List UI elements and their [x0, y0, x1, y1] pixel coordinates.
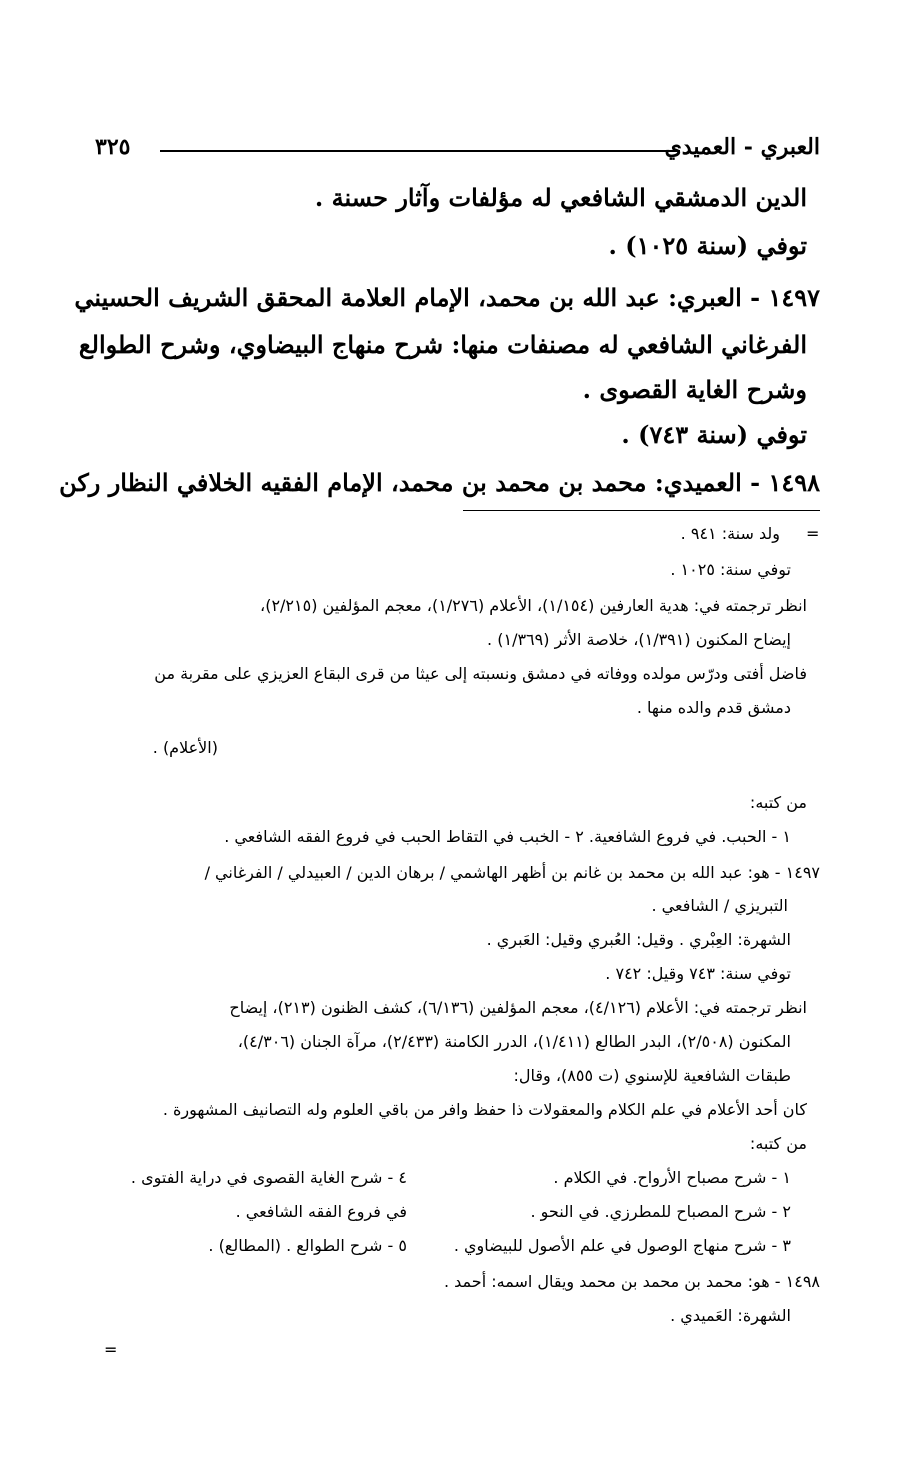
footnote-line-11: التبريزي / الشافعي .	[651, 896, 788, 915]
footnote-line-4: إيضاح المكنون (١/٣٩١)، خلاصة الأثر (١/٣٦٩) .	[487, 630, 791, 649]
footnote-separator	[463, 510, 820, 511]
header-rule	[160, 150, 680, 152]
main-line-5: وشرح الغاية القصوى .	[582, 375, 807, 404]
footnote-line-14: انظر ترجمته في: الأعلام (٤/١٢٦)، معجم المؤلفين (٦/١٣٦)، كشف الظنون (٢١٣)، إيضاح	[229, 998, 807, 1017]
main-line-6: توفي (سنة ٧٤٣) .	[621, 420, 807, 449]
book-list-item: ٢ - شرح المصباح للمطرزي. في النحو .	[530, 1202, 791, 1221]
footnote-1498-heading: ١٤٩٨ - هو: محمد بن محمد بن محمد ويقال اسمه: أحمد .	[443, 1272, 820, 1291]
footnote-line-6: دمشق قدم والده منها .	[636, 698, 791, 717]
entry-1498-heading: ١٤٩٨ - العميدي: محمد بن محمد بن محمد، الإمام الفقيه الخلافي النظار ركن	[59, 468, 820, 497]
book-list-item: ١ - شرح مصباح الأرواح. في الكلام .	[553, 1168, 791, 1187]
footnote-books-heading-2: من كتبه:	[749, 1134, 807, 1153]
book-list-item: ٣ - شرح منهاج الوصول في علم الأصول للبيضاوي .	[453, 1236, 791, 1255]
footnote-line-last: الشهرة: العَميدي .	[670, 1306, 791, 1325]
footnote-line-16: طبقات الشافعية للإسنوي (ت ٨٥٥)، وقال:	[513, 1066, 791, 1085]
footnote-1497-heading: ١٤٩٧ - هو: عبد الله بن محمد بن غانم بن أظهر الهاشمي / برهان الدين / العبيدلي / الفرغاني /	[204, 863, 820, 882]
main-line-2: توفي (سنة ١٠٢٥) .	[608, 231, 807, 260]
book-list-item: في فروع الفقه الشافعي .	[235, 1202, 407, 1221]
page-number: ٣٢٥	[95, 134, 131, 160]
running-header-title: العبري - العميدي	[664, 134, 820, 160]
footnote-line-15: المكنون (٢/٥٠٨)، البدر الطالع (١/٤١١)، الدرر الكامنة (٢/٤٣٣)، مرآة الجنان (٤/٣٠٦)،	[237, 1032, 791, 1051]
footnote-books-list-1: ١ - الحبب. في فروع الشافعية. ٢ - الخبب في التقاط الحبب في فروع الفقه الشافعي .	[224, 827, 791, 846]
book-list-item: ٥ - شرح الطوالع . (المطالع) .	[208, 1236, 407, 1255]
continuation-mark-top: =	[806, 524, 820, 543]
footnote-line-1: ولد سنة: ٩٤١ .	[680, 524, 780, 543]
footnote-line-17: كان أحد الأعلام في علم الكلام والمعقولات ذا حفظ وافر من باقي العلوم وله التصانيف المشهورة .	[162, 1100, 807, 1119]
footnote-source: (الأعلام) .	[152, 738, 218, 757]
footnote-line-13: توفي سنة: ٧٤٣ وقيل: ٧٤٢ .	[605, 964, 791, 983]
continuation-mark-bottom: =	[104, 1340, 118, 1359]
main-line-1: الدين الدمشقي الشافعي له مؤلفات وآثار حسنة .	[314, 183, 807, 212]
footnote-line-3: انظر ترجمته في: هدية العارفين (١/١٥٤)، الأعلام (١/٢٧٦)، معجم المؤلفين (٢/٢١٥)،	[260, 596, 807, 615]
footnote-books-heading-1: من كتبه:	[749, 793, 807, 812]
book-list-item: ٤ - شرح الغاية القصوى في دراية الفتوى .	[130, 1168, 407, 1187]
footnote-line-5: فاضل أفتى ودرّس مولده ووفاته في دمشق ونسبته إلى عيثا من قرى البقاع العزيزي على مقربة من	[154, 664, 807, 683]
main-line-4: الفرغاني الشافعي له مصنفات منها: شرح منهاج البيضاوي، وشرح الطوالع	[78, 330, 807, 359]
footnote-line-2: توفي سنة: ١٠٢٥ .	[670, 560, 791, 579]
entry-1497-heading: ١٤٩٧ - العبري: عبد الله بن محمد، الإمام العلامة المحقق الشريف الحسيني	[74, 283, 820, 312]
footnote-line-12: الشهرة: العِبْري . وقيل: العُبري وقيل: العَبري .	[486, 930, 791, 949]
